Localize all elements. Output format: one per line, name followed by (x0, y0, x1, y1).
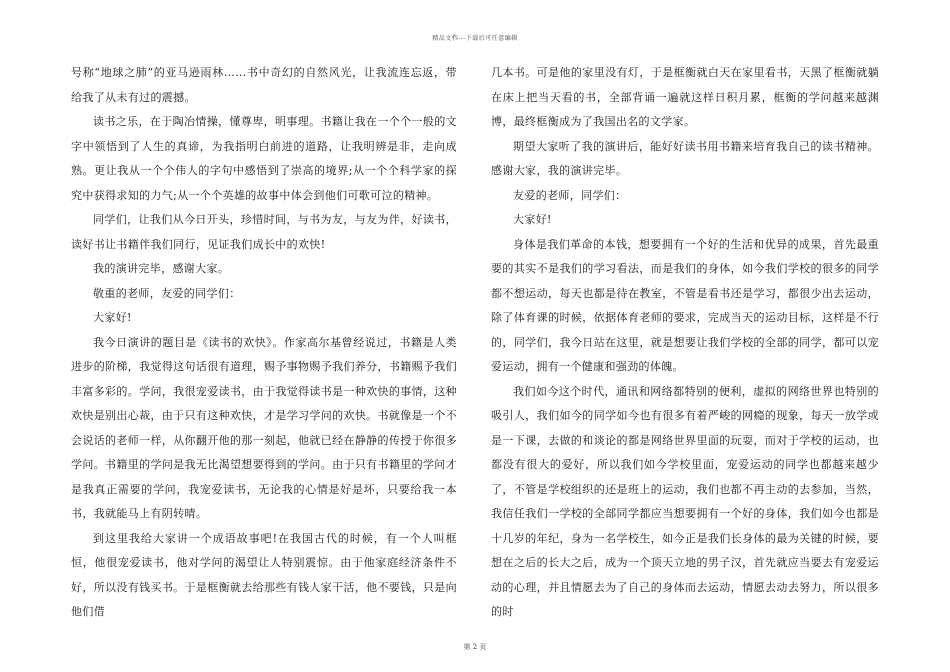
paragraph: 期望大家听了我的演讲后，能好好读书用书籍来培育我自己的读书精神。感谢大家，我的演讲完毕。 (491, 139, 879, 177)
page-number: 第 2 页 (463, 643, 487, 651)
paragraph: 大家好! (513, 213, 552, 226)
paragraph: 大家好! (93, 311, 132, 324)
paragraph: 几本书。可是他的家里没有灯，于是框衡就白天在家里看书，天黑了框衡就躺在床上把当天看的书，全部背诵一遍就这样日积月累，框衡的学问越来越渊博，最终框衡成为了我国出名的文学家。 (491, 66, 879, 128)
paragraph: 我今日演讲的题目是《读书的欢快》。作家高尔基曾经说过，书籍是人类进步的阶梯，我觉得这句话很有道理，赐予事物赐予我们养分，书籍赐予我们丰富多彩的。学问，我很宠爱读书，由于我觉得读书是一种欢快的事情，这种欢快是别出心裁，由于只有这种欢快，才是学习学问的欢快。书就像是一个不会说话的老师一样，从你翻开他的那一刻起，他就已经在静静的传授于你很多学问。书籍里的学问是我无比渴望想要得到的学问。由于只有书籍里的学问才是我真正需要的学问，我宠爱读书，无论我的心情是好是坏，只要给我一本书，我就能马上有阴转晴。 (71, 335, 457, 520)
paragraph: 我的演讲完毕，感谢大家。 (93, 262, 230, 275)
paragraph: 号称“地球之肺”的亚马逊雨林……书中奇幻的自然风光，让我流连忘返，带给我了从未有过的震撼。 (71, 66, 457, 104)
paragraph: 读书之乐，在于陶冶情操，懂尊卑，明事理。书籍让我在一个个一般的文字中领悟到了人生的真谛，为我指明白前进的道路，让我明辨是非，走向成熟。更让我从一个个伟人的字句中感悟到了崇高的境界;从一个个科学家的探究中获得求知的力气;从一个个英雄的故事中体会到他们可歌可泣的精神。 (71, 115, 457, 202)
paragraph: 敬重的老师，友爱的同学们： (93, 286, 241, 300)
paragraph: 我们如今这个时代，通讯和网络都特别的便利，虚拟的网络世界也特别的吸引人，我们如今的同学如今也有很多有着严峻的网瘾的现象，每天一放学或是一下课，去做的和谈论的都是网络世界里面的玩耍，而对于学校的运动，也都没有很大的爱好，所以我们如今学校里面，宠爱运动的同学也都越来越少了，不管是学校组织的还是班上的运动，我们也都不再主动的去参加，当然，我信任我们一学校的全部同学都应当想要拥有一个好的身体，我们如今也都是十几岁的年纪，身为一名学校生，如今正是我们长身体的最为关键的时候，要想在之后的长大之后，成为一个顶天立地的男子汉，首先就应当要去有宠爱运动的心理，并且情愿去为了自己的身体而去运动，情愿去动去努力，所以很多的时 (491, 384, 879, 618)
right-column (491, 61, 879, 625)
page-header: 精品文档---下载后可任意编辑 (432, 35, 518, 42)
left-column (71, 61, 457, 625)
paragraph: 友爱的老师，同学们： (513, 188, 627, 202)
paragraph: 同学们，让我们从今日开头，珍惜时间，与书为友，与友为伴，好读书，读好书让书籍伴我们同行，见证我们成长中的欢快! (71, 213, 457, 251)
paragraph: 到这里我给大家讲一个成语故事吧!在我国古代的时候，有一个人叫框恒，他很宠爱读书，他对学问的渴望让人特别震惊。由于他家庭经济条件不好，所以没有钱买书。于是框衡就去给那些有钱人家干活，他不要钱，只是向他们借 (71, 531, 457, 618)
paragraph: 身体是我们革命的本钱，想要拥有一个好的生活和优异的成果，首先最重要的其实不是我们的学习看法，而是我们的身体，如今我们学校的很多的同学都不想运动，每天也都是待在教室，不管是看书还是学习，都很少出去运动，除了体育课的时候，依据体育老师的要求，完成当天的运动目标，这样是不行的，同学们，我今日站在这里，就是想要让我们学校的全部的同学，都可以宠爱运动，拥有一个健康和强劲的体魄。 (491, 237, 879, 373)
